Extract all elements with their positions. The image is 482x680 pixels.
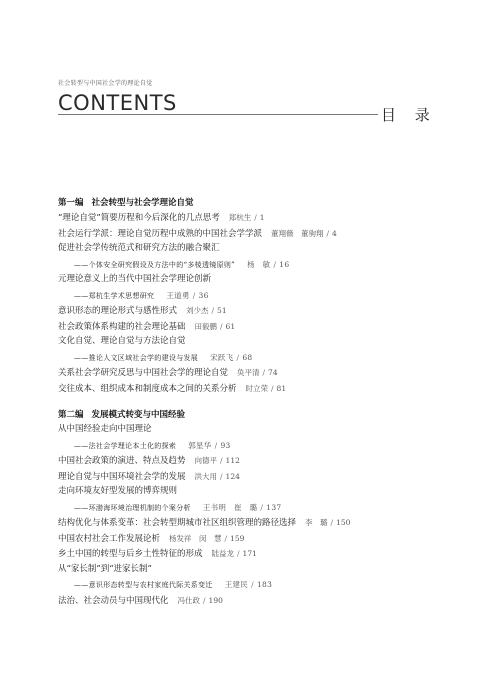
entry-title: ——个体安全研究假设及方法中的“多棱透镜原则” bbox=[74, 260, 236, 269]
page-separator: / bbox=[326, 228, 330, 238]
section-heading bbox=[58, 409, 458, 422]
entry-author: 刘少杰 bbox=[186, 306, 209, 315]
entry-page-number: 68 bbox=[242, 352, 253, 362]
page-separator: / bbox=[192, 290, 196, 300]
entry-author: 杨发祥 闵 慧 bbox=[169, 533, 222, 543]
toc-entry[interactable] bbox=[58, 303, 458, 319]
page-separator: / bbox=[220, 471, 223, 481]
toc-entry-subtitle[interactable] bbox=[58, 438, 458, 454]
entry-author: 杨 敏 bbox=[247, 259, 271, 269]
toc-entry[interactable] bbox=[58, 531, 458, 547]
entry-author: 董翔薇 董驹翔 bbox=[271, 228, 324, 238]
section-heading bbox=[58, 197, 458, 210]
toc-entry[interactable] bbox=[58, 226, 458, 242]
entry-author: 冯仕政 bbox=[177, 595, 201, 605]
toc-entry[interactable] bbox=[58, 241, 458, 257]
entry-author: 向德平 bbox=[194, 456, 218, 465]
contents-heading: CONTENTS bbox=[58, 91, 177, 115]
toc-entry[interactable] bbox=[58, 381, 458, 397]
entry-title: 意识形态的理论形式与感性形式 bbox=[58, 306, 178, 316]
entry-author: 郭星华 bbox=[188, 440, 212, 450]
entry-author: 奂平清 bbox=[237, 368, 260, 377]
page-separator: / bbox=[260, 502, 264, 512]
section-number: 第一编 bbox=[58, 198, 84, 208]
page-separator: / bbox=[214, 440, 218, 450]
entry-title: 促进社会学传统范式和研究方法的融合聚汇 bbox=[58, 243, 220, 253]
toc-entry[interactable] bbox=[58, 210, 458, 226]
page-separator: / bbox=[262, 368, 266, 377]
entry-page-number: 190 bbox=[208, 595, 223, 605]
page-separator: / bbox=[330, 518, 334, 527]
page-separator: / bbox=[251, 580, 254, 589]
entry-author: 王道勇 bbox=[166, 290, 190, 300]
toc-entry[interactable] bbox=[58, 422, 458, 438]
entry-author: 时立荣 bbox=[245, 383, 269, 393]
entry-author: 洪大用 bbox=[194, 471, 218, 481]
toc-entry[interactable] bbox=[58, 593, 458, 609]
page-separator: / bbox=[273, 259, 277, 269]
entry-title: 乡土中国的转型与后乡土性特征的形成 bbox=[58, 549, 203, 559]
entry-author: 王建民 bbox=[224, 580, 249, 589]
toc-entry-subtitle[interactable] bbox=[58, 257, 458, 273]
entry-author: 王书明 崔 璐 bbox=[202, 502, 258, 512]
entry-title: “理论自觉”简要历程和今后深化的几点思考 bbox=[58, 213, 220, 223]
entry-title: 社会政策体系构建的社会理论基础 bbox=[58, 321, 186, 332]
toc-entry[interactable] bbox=[58, 453, 458, 469]
entry-author: 李 璐 bbox=[305, 518, 328, 527]
section-title: 发展模式转变与中国经验 bbox=[91, 410, 186, 420]
page-separator: / bbox=[224, 533, 228, 543]
table-of-contents bbox=[58, 197, 458, 608]
entry-title: 从中国经验走向中国理论 bbox=[58, 424, 152, 434]
toc-entry[interactable] bbox=[58, 469, 458, 485]
entry-page-number: 61 bbox=[225, 321, 236, 331]
page-separator: / bbox=[211, 306, 215, 315]
page-separator: / bbox=[271, 383, 274, 393]
entry-page-number: 112 bbox=[225, 456, 240, 465]
entry-page-number: 74 bbox=[268, 368, 278, 377]
page-separator: / bbox=[220, 456, 223, 465]
toc-entry-subtitle[interactable] bbox=[58, 350, 458, 366]
entry-title: 理论自觉与中国环境社会学的发展 bbox=[58, 471, 186, 482]
entry-title: 关系社会学研究反思与中国社会学的理论自觉 bbox=[58, 368, 229, 378]
toc-entry[interactable] bbox=[58, 319, 458, 335]
page-separator: / bbox=[203, 595, 206, 605]
entry-title: 元理论意义上的当代中国社会学理论创新 bbox=[58, 274, 212, 284]
entry-page-number: 51 bbox=[217, 306, 227, 315]
toc-entry[interactable] bbox=[58, 546, 458, 562]
entry-author: 田毅鹏 bbox=[194, 321, 218, 331]
entry-page-number: 1 bbox=[259, 213, 265, 222]
entry-title: ——郑杭生学术思想研究 bbox=[74, 291, 155, 300]
entry-title: 结构优化与体系变革：社会转型期城市社区组织管理的路径选择 bbox=[58, 518, 297, 528]
entry-title: ——环渤海环境治理机制的个案分析 bbox=[74, 503, 191, 512]
page-separator: / bbox=[254, 213, 257, 222]
page-separator: / bbox=[236, 352, 240, 362]
entry-title: 文化自觉、理论自觉与方法论自觉 bbox=[58, 336, 186, 346]
entry-title: 中国农村社会工作发展论析 bbox=[58, 533, 161, 544]
toc-entry-subtitle[interactable] bbox=[58, 500, 458, 516]
entry-page-number: 150 bbox=[336, 518, 351, 527]
entry-title: 中国社会政策的演进、特点及趋势 bbox=[58, 456, 186, 466]
entry-title: ——法社会学理论本土化的探索 bbox=[74, 441, 177, 450]
entry-page-number: 137 bbox=[266, 502, 282, 512]
entry-page-number: 124 bbox=[225, 471, 240, 481]
section-gap bbox=[58, 396, 458, 409]
entry-page-number: 183 bbox=[256, 580, 273, 589]
toc-entry[interactable] bbox=[58, 272, 458, 288]
page-separator: / bbox=[220, 321, 223, 331]
toc-entry[interactable] bbox=[58, 515, 458, 531]
entry-title: 法治、社会动员与中国现代化 bbox=[58, 595, 169, 606]
entry-page-number: 171 bbox=[242, 549, 257, 558]
entry-page-number: 81 bbox=[276, 383, 287, 393]
entry-page-number: 16 bbox=[279, 259, 290, 269]
page-separator: / bbox=[237, 549, 240, 558]
entry-author: 宋跃飞 bbox=[210, 352, 234, 362]
entry-page-number: 93 bbox=[220, 440, 231, 450]
entry-page-number: 4 bbox=[332, 228, 337, 238]
toc-entry[interactable] bbox=[58, 484, 458, 500]
entry-title: ——推论人文区域社会学的建设与发展 bbox=[74, 353, 199, 362]
heading-rule bbox=[58, 114, 378, 115]
entry-title: 从“家长制”到“进家长制” bbox=[58, 563, 152, 574]
entry-title: 交往成本、组织成本和制度成本之间的关系分析 bbox=[58, 383, 237, 394]
entry-title: 社会运行学派：理论自觉历程中成熟的中国社会学学派 bbox=[58, 228, 263, 239]
toc-entry-subtitle[interactable] bbox=[58, 288, 458, 304]
entry-author: 郑杭生 bbox=[228, 213, 252, 222]
entry-title: 走向环境友好型发展的博弈规则 bbox=[58, 486, 178, 496]
entry-author: 陆益龙 bbox=[211, 549, 235, 558]
toc-entry[interactable] bbox=[58, 334, 458, 350]
toc-entry[interactable] bbox=[58, 562, 458, 578]
entry-title: ——意识形态转型与农村家庭代际关系变迁 bbox=[74, 581, 213, 589]
section-number: 第二编 bbox=[58, 410, 84, 420]
toc-entry[interactable] bbox=[58, 365, 458, 381]
entry-page-number: 159 bbox=[230, 533, 245, 543]
entry-page-number: 36 bbox=[198, 290, 209, 300]
toc-entry-subtitle[interactable] bbox=[58, 577, 458, 593]
section-title: 社会转型与社会学理论自觉 bbox=[91, 198, 194, 208]
mulu-heading: 目 录 bbox=[381, 106, 437, 124]
book-title: 社会转型与中国社会学的理论自觉 bbox=[58, 80, 153, 87]
